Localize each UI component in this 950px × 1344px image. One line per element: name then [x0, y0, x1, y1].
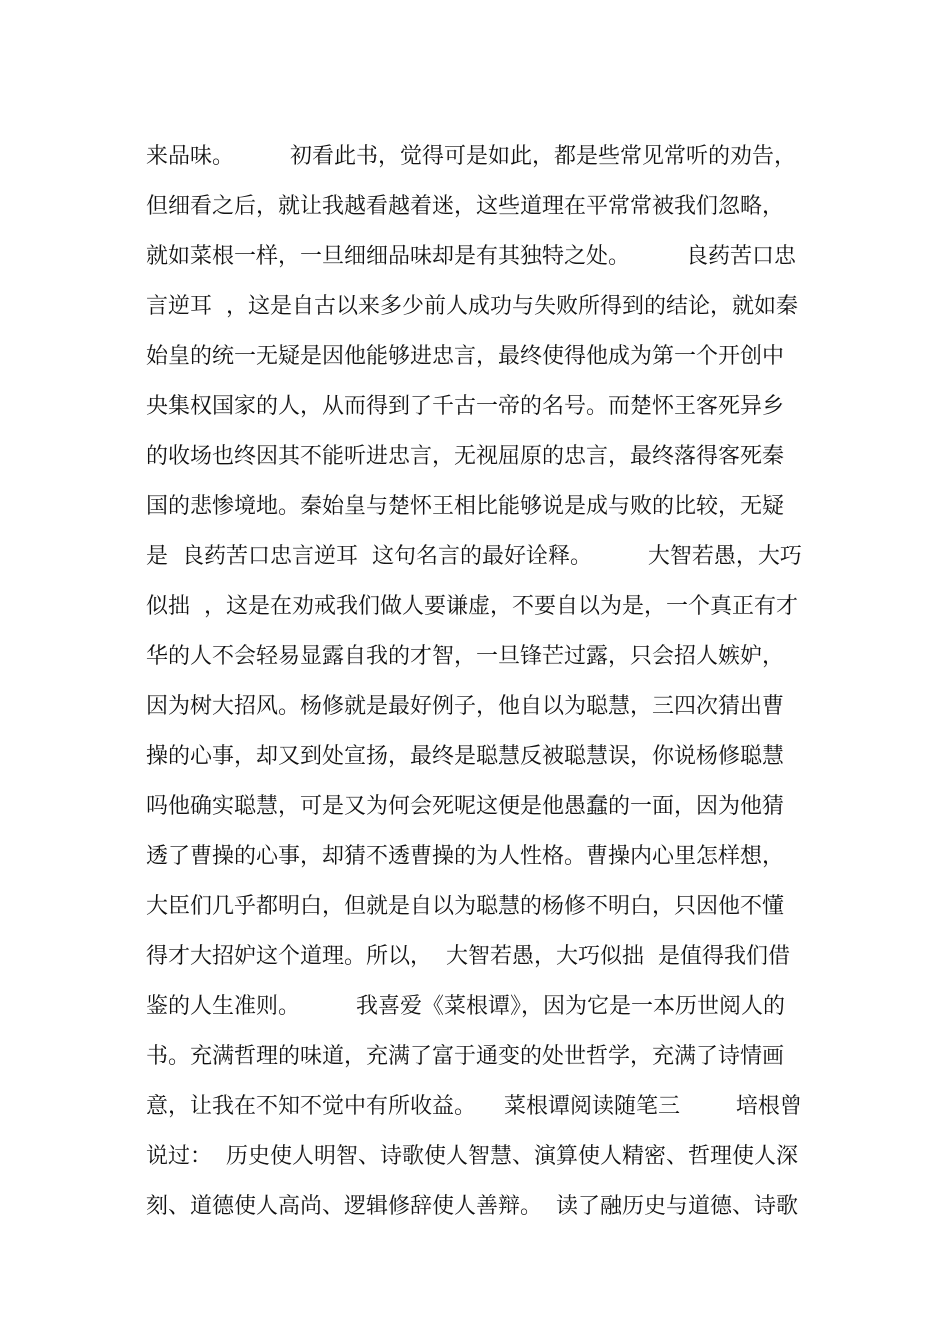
text-line: 大臣们几乎都明白，但就是自以为聪慧的杨修不明白，只因他不懂 — [146, 894, 785, 919]
text-line: 因为树大招风。杨修就是最好例子，他自以为聪慧，三四次猜出曹 — [146, 694, 785, 719]
text-line: 透了曹操的心事，却猜不透曹操的为人性格。曹操内心里怎样想， — [146, 844, 785, 869]
text-line: 言逆耳 ，这是自古以来多少前人成功与失败所得到的结论，就如秦 — [146, 294, 798, 319]
text-line: 吗他确实聪慧，可是又为何会死呢这便是他愚蠢的一面，因为他猜 — [146, 794, 785, 819]
text-line: 是 良药苦口忠言逆耳 这句名言的最好诠释。 大智若愚，大巧 — [146, 544, 802, 569]
text-line: 说过： 历史使人明智、诗歌使人智慧、演算使人精密、哲理使人深 — [146, 1144, 798, 1169]
text-line: 国的悲惨境地。秦始皇与楚怀王相比能够说是成与败的比较，无疑 — [146, 494, 785, 519]
text-line: 似拙 ，这是在劝戒我们做人要谦虚，不要自以为是，一个真正有才 — [146, 594, 798, 619]
text-line: 就如菜根一样，一旦细细品味却是有其独特之处。 良药苦口忠 — [146, 244, 796, 269]
text-line: 意，让我在不知不觉中有所收益。 菜根谭阅读随笔三 培根曾 — [146, 1094, 802, 1119]
body-text — [146, 132, 816, 1232]
text-line: 得才大招妒这个道理。所以， 大智若愚，大巧似拙 是值得我们借 — [146, 944, 790, 969]
text-line: 华的人不会轻易显露自我的才智，一旦锋芒过露，只会招人嫉妒， — [146, 644, 785, 669]
text-line: 刻、道德使人高尚、逻辑修辞使人善辩。 读了融历史与道德、诗歌 — [146, 1194, 798, 1219]
text-line: 的收场也终因其不能听进忠言，无视屈原的忠言，最终落得客死秦 — [146, 444, 785, 469]
text-line: 书。充满哲理的味道，充满了富于通变的处世哲学，充满了诗情画 — [146, 1044, 785, 1069]
text-line: 央集权国家的人，从而得到了千古一帝的名号。而楚怀王客死异乡 — [146, 394, 785, 419]
text-line: 操的心事，却又到处宣扬，最终是聪慧反被聪慧误，你说杨修聪慧 — [146, 744, 785, 769]
text-line: 来品味。 初看此书，觉得可是如此，都是些常见常听的劝告， — [146, 144, 796, 169]
text-line: 鉴的人生准则。 我喜爱《菜根谭》，因为它是一本历世阅人的 — [146, 994, 785, 1019]
text-line: 始皇的统一无疑是因他能够进忠言，最终使得他成为第一个开创中 — [146, 344, 785, 369]
text-line: 但细看之后，就让我越看越着迷，这些道理在平常常被我们忽略， — [146, 194, 785, 219]
